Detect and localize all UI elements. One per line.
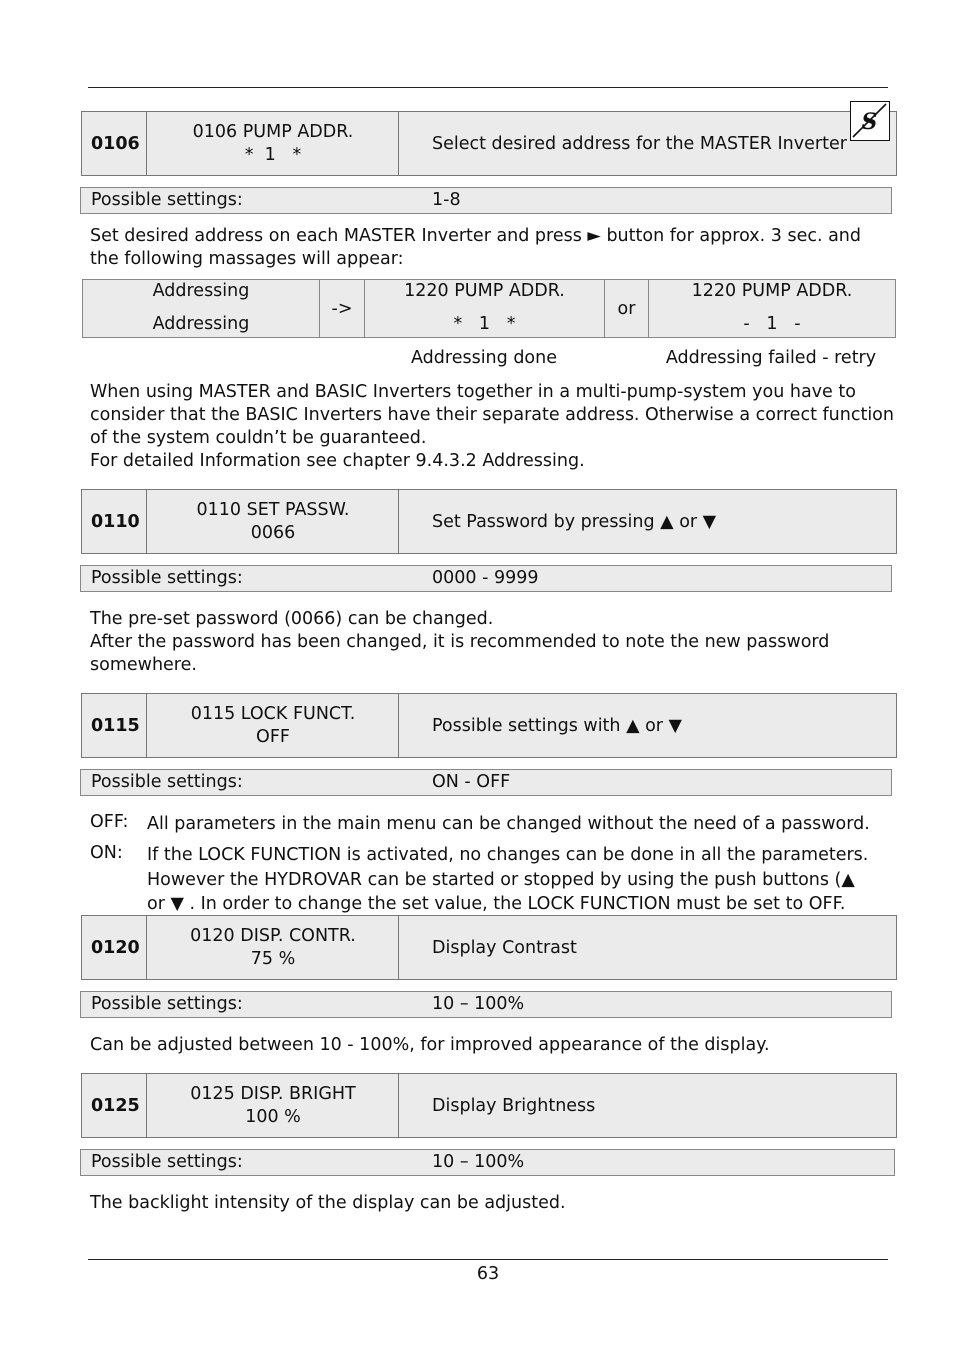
param-display	[148, 112, 399, 175]
off-key: OFF:	[90, 812, 129, 832]
param-description: Possible settings with ▲ or ▼	[432, 715, 683, 736]
possible-settings-value: ON - OFF	[432, 772, 511, 792]
contrast-text: Can be adjusted between 10 - 100%, for improved appearance of the display.	[90, 1035, 770, 1055]
done-display-line-1: 1220 PUMP ADDR.	[404, 281, 565, 301]
header-rule	[88, 87, 888, 88]
addressing-table	[82, 279, 896, 338]
possible-settings-value: 0000 - 9999	[432, 568, 539, 588]
display-line-1: 0120 DISP. CONTR.	[190, 925, 356, 946]
addressing-cell	[83, 280, 320, 337]
possible-settings-label: Possible settings:	[91, 568, 243, 588]
arrow-cell: ->	[320, 280, 365, 337]
display-line-1: 0106 PUMP ADDR.	[192, 121, 354, 142]
possible-settings-label: Possible settings:	[91, 1152, 243, 1172]
param-code: 0115	[82, 694, 147, 757]
display-line-1: 0110 SET PASSW.	[196, 499, 350, 520]
addressing-line-2: Addressing	[152, 314, 250, 334]
caption-addressing-failed: Addressing failed - retry	[665, 348, 877, 368]
param-description: Display Contrast	[432, 937, 577, 958]
display-line-1: 0115 LOCK FUNCT.	[190, 703, 356, 724]
possible-settings-value: 1-8	[432, 190, 461, 210]
possible-settings-0125	[80, 1149, 895, 1176]
param-code: 0106	[82, 112, 147, 175]
on-key: ON:	[90, 843, 123, 863]
param-row-0106	[81, 111, 897, 176]
on-text: If the LOCK FUNCTION is activated, no changes can be done in all the parameters. However the HYDROVAR can be started or stopped by using the push buttons (▲ or ▼ . In order to change the set value, the LOCK FUNCTION must be set to OFF.	[147, 845, 869, 914]
addressing-done-cell	[365, 280, 605, 337]
addressing-failed-cell	[649, 280, 895, 337]
param-description: Select desired address for the MASTER Inverter	[432, 133, 847, 154]
footer-rule	[88, 1259, 888, 1260]
failed-display-line-2: - 1 -	[743, 314, 801, 334]
password-text: The pre-set password (0066) can be changed. After the password has been changed, it is recommended to note the new password somewhere.	[90, 609, 830, 675]
display-line-2: OFF	[256, 726, 290, 747]
param-code: 0120	[82, 916, 147, 979]
display-line-2: 100 %	[245, 1106, 301, 1127]
display-line-2: 0066	[250, 522, 296, 543]
param-description: Display Brightness	[432, 1095, 596, 1116]
param-row-0110	[81, 489, 897, 554]
failed-display-line-1: 1220 PUMP ADDR.	[691, 281, 853, 301]
master-basic-text: When using MASTER and BASIC Inverters together in a multi-pump-system you have to consider that the BASIC Inverters have their separate address. Otherwise a correct function of the system couldn’t be guaranteed. For detailed Information see chapter 9.4.3.2 Addressing.	[90, 382, 894, 471]
possible-settings-0115	[80, 769, 892, 796]
display-line-1: 0125 DISP. BRIGHT	[190, 1083, 356, 1104]
param-row-0125	[81, 1073, 897, 1138]
or-cell: or	[605, 280, 649, 337]
param-code: 0110	[82, 490, 147, 553]
possible-settings-label: Possible settings:	[91, 772, 243, 792]
addressing-line-1: Addressing	[152, 281, 250, 301]
possible-settings-label: Possible settings:	[91, 190, 243, 210]
backlight-text: The backlight intensity of the display can be adjusted.	[90, 1193, 566, 1213]
svg-text:S: S	[861, 109, 878, 135]
page-number: 63	[476, 1264, 500, 1284]
possible-settings-0110	[80, 565, 892, 592]
possible-settings-0106	[80, 187, 892, 214]
display-line-2: 75 %	[250, 948, 296, 969]
param-row-0120	[81, 915, 897, 980]
set-address-text: Set desired address on each MASTER Inverter and press ► button for approx. 3 sec. and the following massages will appear:	[90, 226, 861, 269]
param-code: 0125	[82, 1074, 147, 1137]
service-s-icon	[850, 101, 890, 141]
done-display-line-2: * 1 *	[453, 314, 516, 334]
possible-settings-label: Possible settings:	[91, 994, 243, 1014]
param-display	[148, 916, 399, 979]
possible-settings-0120	[80, 991, 892, 1018]
possible-settings-value: 10 – 100%	[432, 1152, 525, 1172]
param-row-0115	[81, 693, 897, 758]
possible-settings-value: 10 – 100%	[432, 994, 525, 1014]
off-text: All parameters in the main menu can be changed without the need of a password.	[147, 814, 870, 834]
display-line-2: * 1 *	[244, 144, 302, 165]
param-display	[148, 490, 399, 553]
param-display	[148, 1074, 399, 1137]
caption-addressing-done: Addressing done	[411, 348, 557, 368]
param-description: Set Password by pressing ▲ or ▼	[432, 511, 717, 532]
param-display	[148, 694, 399, 757]
